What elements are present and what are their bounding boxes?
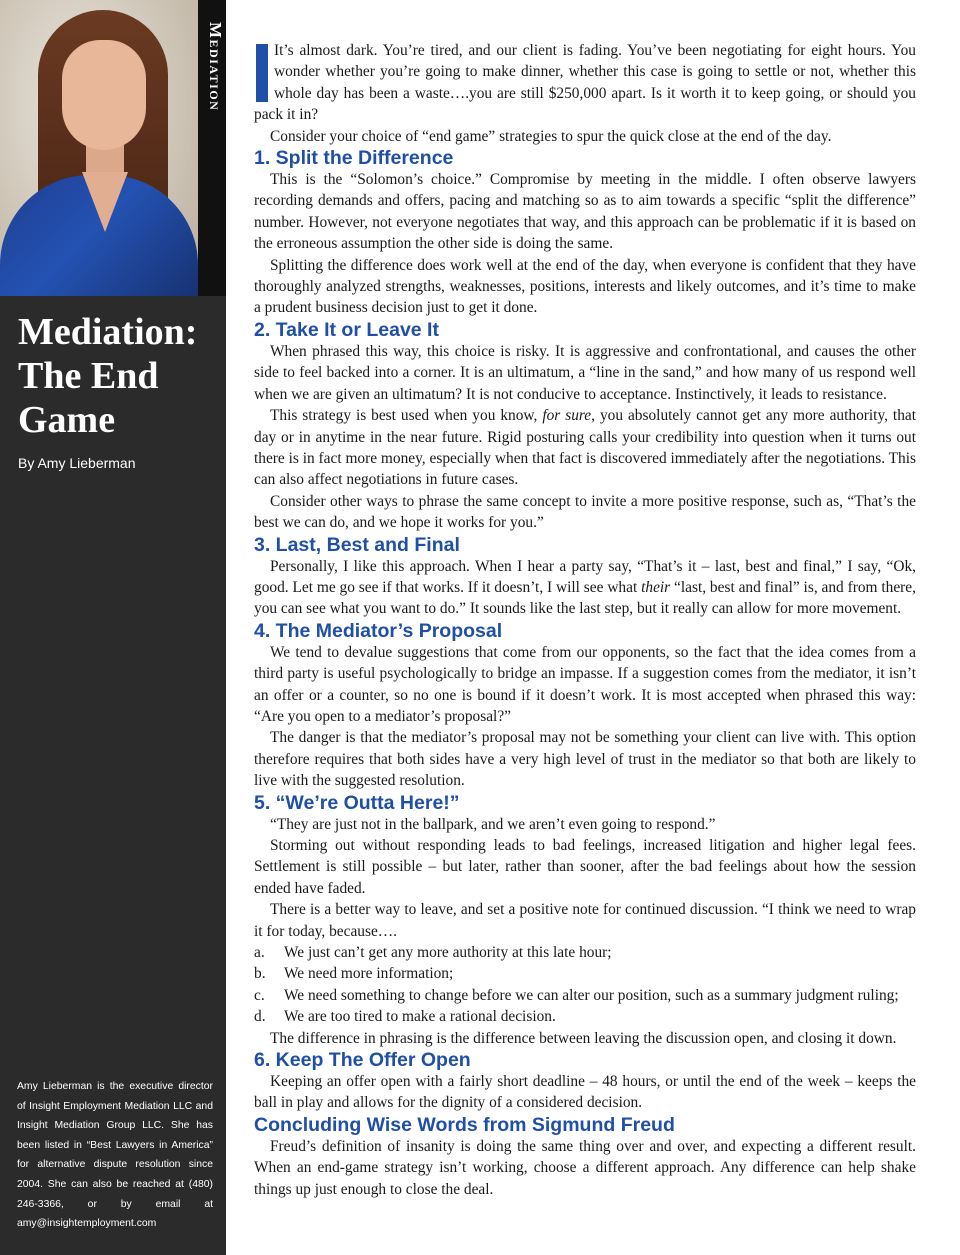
paragraph: Storming out without responding leads to bad feelings, increased litigation and higher legal fees. Settlement is still possible – but later, rather than sooner, after the bad feelings about how the session ended have faded. — [254, 837, 916, 897]
list-marker: d. — [254, 1008, 266, 1026]
text-run: This strategy is best used when you know, — [270, 407, 543, 425]
paragraph: There is a better way to leave, and set a positive note for continued discussion. “I think we need to wrap it for today, because…. — [254, 901, 916, 940]
paragraph: We tend to devalue suggestions that come from our opponents, so the fact that the idea comes from a third party is useful psychologically to bridge an impasse. If a suggestion comes from the mediator, it isn’t an offer or a counter, so no one is bound if it doesn’t work. It is most accepted when phrased this way: “Are you open to a mediator’s proposal?” — [254, 643, 916, 725]
paragraph: The difference in phrasing is the difference between leaving the discussion open, and closing it down. — [270, 1029, 897, 1047]
section-heading: 5. “We’re Outta Here!” — [254, 791, 460, 814]
list-text: We need more information; — [284, 965, 454, 983]
paragraph: This is the “Solomon’s choice.” Compromise by meeting in the middle. I often observe lawyers recording demands and offers, pacing and matching so as to aim towards a specific “split the difference” number. However, not everyone negotiates that way, and this approach can be problematic if it is based on the erroneous assumption the other side is doing the same. — [254, 171, 916, 253]
text-run: , you absolutely cannot get any more authority, that day or in anytime in the near future. Rigid posturing calls your credibility into question when it turns out there is in fact more money, especially when that fact is discovered immediately after the negotiations. This can also affect negotiations in future cases. — [254, 407, 917, 489]
list-marker: b. — [254, 965, 266, 983]
paragraph: “They are just not in the ballpark, and we aren’t even going to respond.” — [270, 815, 716, 833]
author-portrait — [0, 0, 198, 296]
section-heading: Concluding Wise Words from Sigmund Freud — [254, 1113, 675, 1136]
section-heading: 4. The Mediator’s Proposal — [254, 619, 503, 642]
list-item — [254, 985, 916, 1006]
list-text: We just can’t get any more authority at this late hour; — [284, 944, 612, 962]
list-item — [254, 1006, 916, 1027]
list-text: We need something to change before we can alter our position, such as a summary judgment ruling; — [284, 986, 899, 1004]
author-bio: Amy Lieberman is the executive director of Insight Employment Mediation LLC and Insight Mediation Group LLC. She has been listed in “Best Lawyers in America” for alternative dispute resolution since 2004. She can also be reached at (480) 246-3366, or by email at amy@insightemployment.com — [17, 1081, 213, 1230]
article-title: Mediation: The End Game — [18, 311, 198, 441]
intro-paragraph: Consider your choice of “end game” strategies to spur the quick close at the end of the day. — [270, 127, 832, 145]
article-body — [254, 40, 916, 1200]
paragraph — [254, 556, 916, 620]
sidebar — [0, 0, 226, 1255]
emphasis: for sure — [542, 407, 592, 425]
section-heading: 3. Last, Best and Final — [254, 533, 460, 556]
text-run: Personally, I like this approach. When I hear a party say, “That’s it – last, best and final,” I say, “Ok, good. Let me go see if that works. If it doesn’t, I will see what — [254, 557, 916, 596]
list-text: We are too tired to make a rational decision. — [284, 1008, 556, 1026]
paragraph: Freud’s definition of insanity is doing the same thing over and over, and expecting a different result. When an end-game strategy isn’t working, choose a different approach. Any difference can help shake things up just enough to close the deal. — [254, 1137, 916, 1198]
text-run: “last, best and final” is, and from there, you can see what you want to do.” It sounds like the last step, but it really can allow for more movement. — [254, 578, 916, 618]
paragraph: Keeping an offer open with a fairly short deadline – 48 hours, or until the end of the week – keeps the ball in play and allows for the dignity of a considered decision. — [254, 1073, 916, 1112]
paragraph: Consider other ways to phrase the same concept to invite a more positive response, such as, “That’s the best we can do, and we hope it works for you.” — [254, 492, 916, 532]
portrait-face — [62, 40, 146, 150]
paragraph: Splitting the difference does work well at the end of the day, when everyone is confident that they have thoroughly analyzed strengths, weaknesses, positions, interests and likely outcomes, and it’s time to make a prudent business decision just to get it done. — [254, 256, 916, 317]
paragraph — [254, 405, 916, 491]
list-item — [254, 942, 916, 963]
emphasis: their — [641, 578, 671, 596]
section-heading: 6. Keep The Offer Open — [254, 1049, 471, 1072]
section-heading: 2. Take It or Leave It — [254, 318, 439, 341]
list-item — [254, 963, 916, 984]
list-marker: a. — [254, 944, 265, 962]
byline: By Amy Lieberman — [18, 455, 136, 471]
section-label: Mediation — [206, 22, 225, 112]
paragraph: When phrased this way, this choice is risky. It is aggressive and confrontational, and causes the other side to feel backed into a corner. It is an ultimatum, a “line in the sand,” and how many of us respond well when we are given an ultimatum? It is not conducive to acceptance. Instinctively, it leads to resistance. — [254, 342, 916, 403]
paragraph: The danger is that the mediator’s proposal may not be something your client can live with. This option therefore requires that both sides have a very high level of trust in the mediator so that both are likely to live with the suggested resolution. — [254, 729, 916, 790]
drop-cap-bar — [256, 44, 268, 102]
list-marker: c. — [254, 986, 265, 1004]
reasons-list — [254, 942, 916, 1028]
intro-paragraph: It’s almost dark. You’re tired, and our client is fading. You’ve been negotiating for eight hours. You wonder whether you’re going to make dinner, whether this case is going to settle or not, whether this whole day has been a waste….you are still $250,000 apart. Is it worth it to keep going, or should you pack it in? — [254, 42, 916, 124]
section-heading: 1. Split the Difference — [254, 147, 454, 170]
